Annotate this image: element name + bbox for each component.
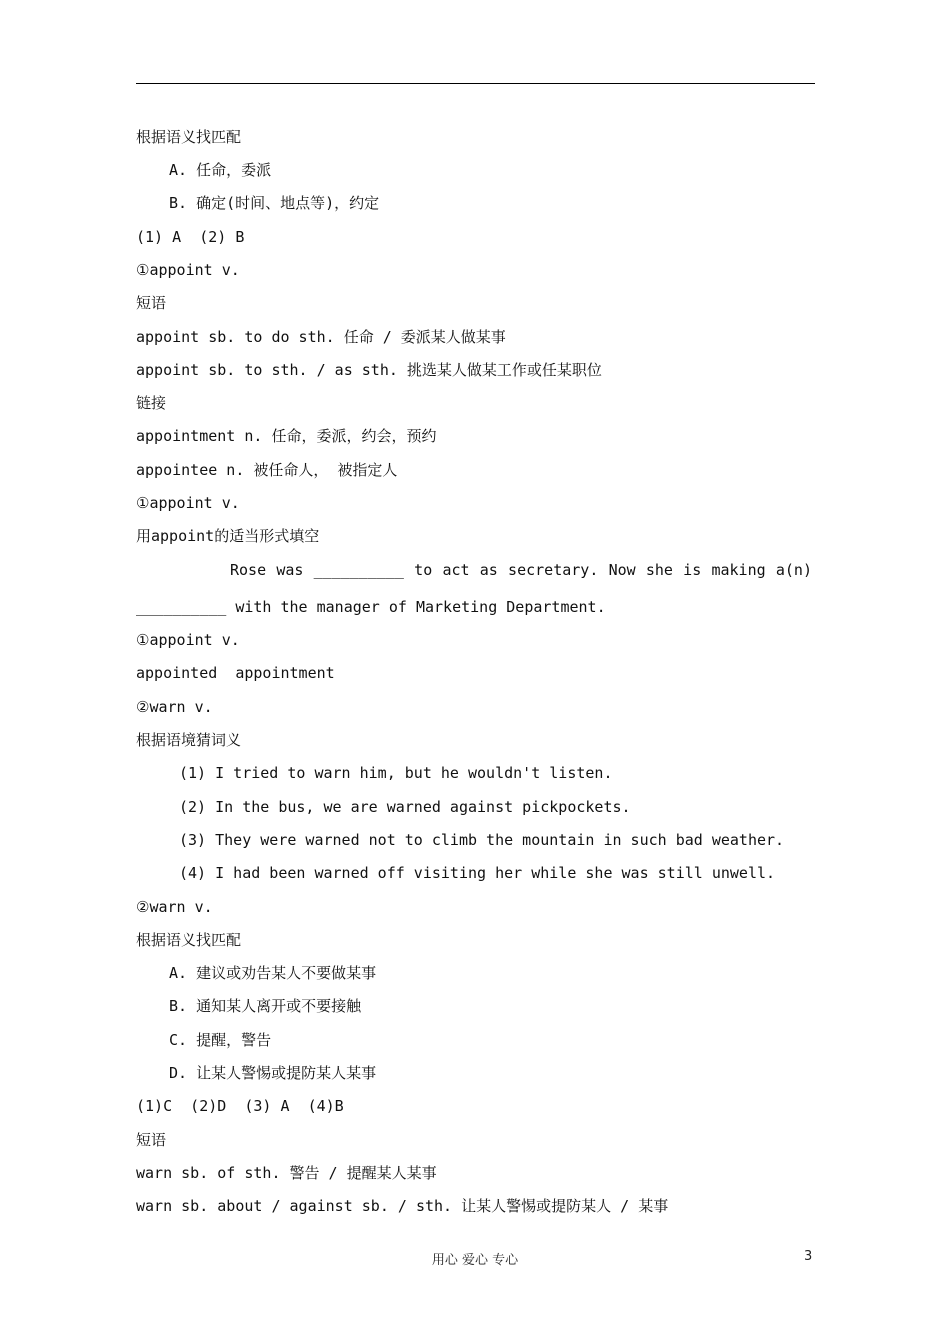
- example-sentence: (4) I had been warned off visiting her while she was still unwell.: [179, 864, 776, 882]
- link-line: appointment n. 任命，委派，约会，预约: [136, 427, 437, 445]
- word-heading: ①appoint v.: [136, 631, 240, 649]
- page-number: 3: [804, 1249, 813, 1264]
- option-b: B. 通知某人离开或不要接触: [169, 997, 362, 1015]
- option-c: C. 提醒，警告: [169, 1031, 272, 1049]
- example-sentence: (1) I tried to warn him, but he wouldn't listen.: [179, 764, 613, 782]
- section-heading: 短语: [136, 1131, 167, 1149]
- example-sentence: (2) In the bus, we are warned against pickpockets.: [179, 798, 631, 816]
- answer-line: appointed appointment: [136, 664, 335, 682]
- example-sentence: (3) They were warned not to climb the mountain in such bad weather.: [179, 831, 785, 849]
- option-a: A. 任命，委派: [169, 161, 272, 179]
- section-heading: 根据语义找匹配: [136, 128, 242, 146]
- page-footer: 用心 爱心 专心: [431, 1253, 519, 1268]
- word-heading: ②warn v.: [136, 898, 213, 916]
- phrase-line: warn sb. of sth. 警告 / 提醒某人某事: [136, 1164, 437, 1182]
- link-line: appointee n. 被任命人， 被指定人: [136, 461, 398, 479]
- phrase-line: appoint sb. to do sth. 任命 / 委派某人做某事: [136, 328, 506, 346]
- exercise-sentence-cont: __________ with the manager of Marketing Department.: [136, 598, 606, 616]
- word-heading: ①appoint v.: [136, 261, 240, 279]
- answer-line: (1) A (2) B: [136, 228, 245, 246]
- option-b: B. 确定(时间、地点等)，约定: [169, 194, 380, 212]
- option-a: A. 建议或劝告某人不要做某事: [169, 964, 377, 982]
- phrase-line: appoint sb. to sth. / as sth. 挑选某人做某工作或任某职位: [136, 361, 602, 379]
- section-heading: 链接: [136, 394, 167, 412]
- section-heading: 根据语义找匹配: [136, 931, 242, 949]
- option-d: D. 让某人警惕或提防某人某事: [169, 1064, 377, 1082]
- exercise-sentence: Rose was __________ to act as secretary. Now she is making a(n): [230, 561, 812, 579]
- header-rule: [136, 83, 815, 84]
- word-heading: ②warn v.: [136, 698, 213, 716]
- exercise-instruction: 用appoint的适当形式填空: [136, 527, 320, 545]
- section-heading: 短语: [136, 294, 167, 312]
- answer-line: (1)C (2)D (3) A (4)B: [136, 1097, 344, 1115]
- word-heading: ①appoint v.: [136, 494, 240, 512]
- section-heading: 根据语境猜词义: [136, 731, 242, 749]
- phrase-line: warn sb. about / against sb. / sth. 让某人警惕或提防某人 / 某事: [136, 1197, 669, 1215]
